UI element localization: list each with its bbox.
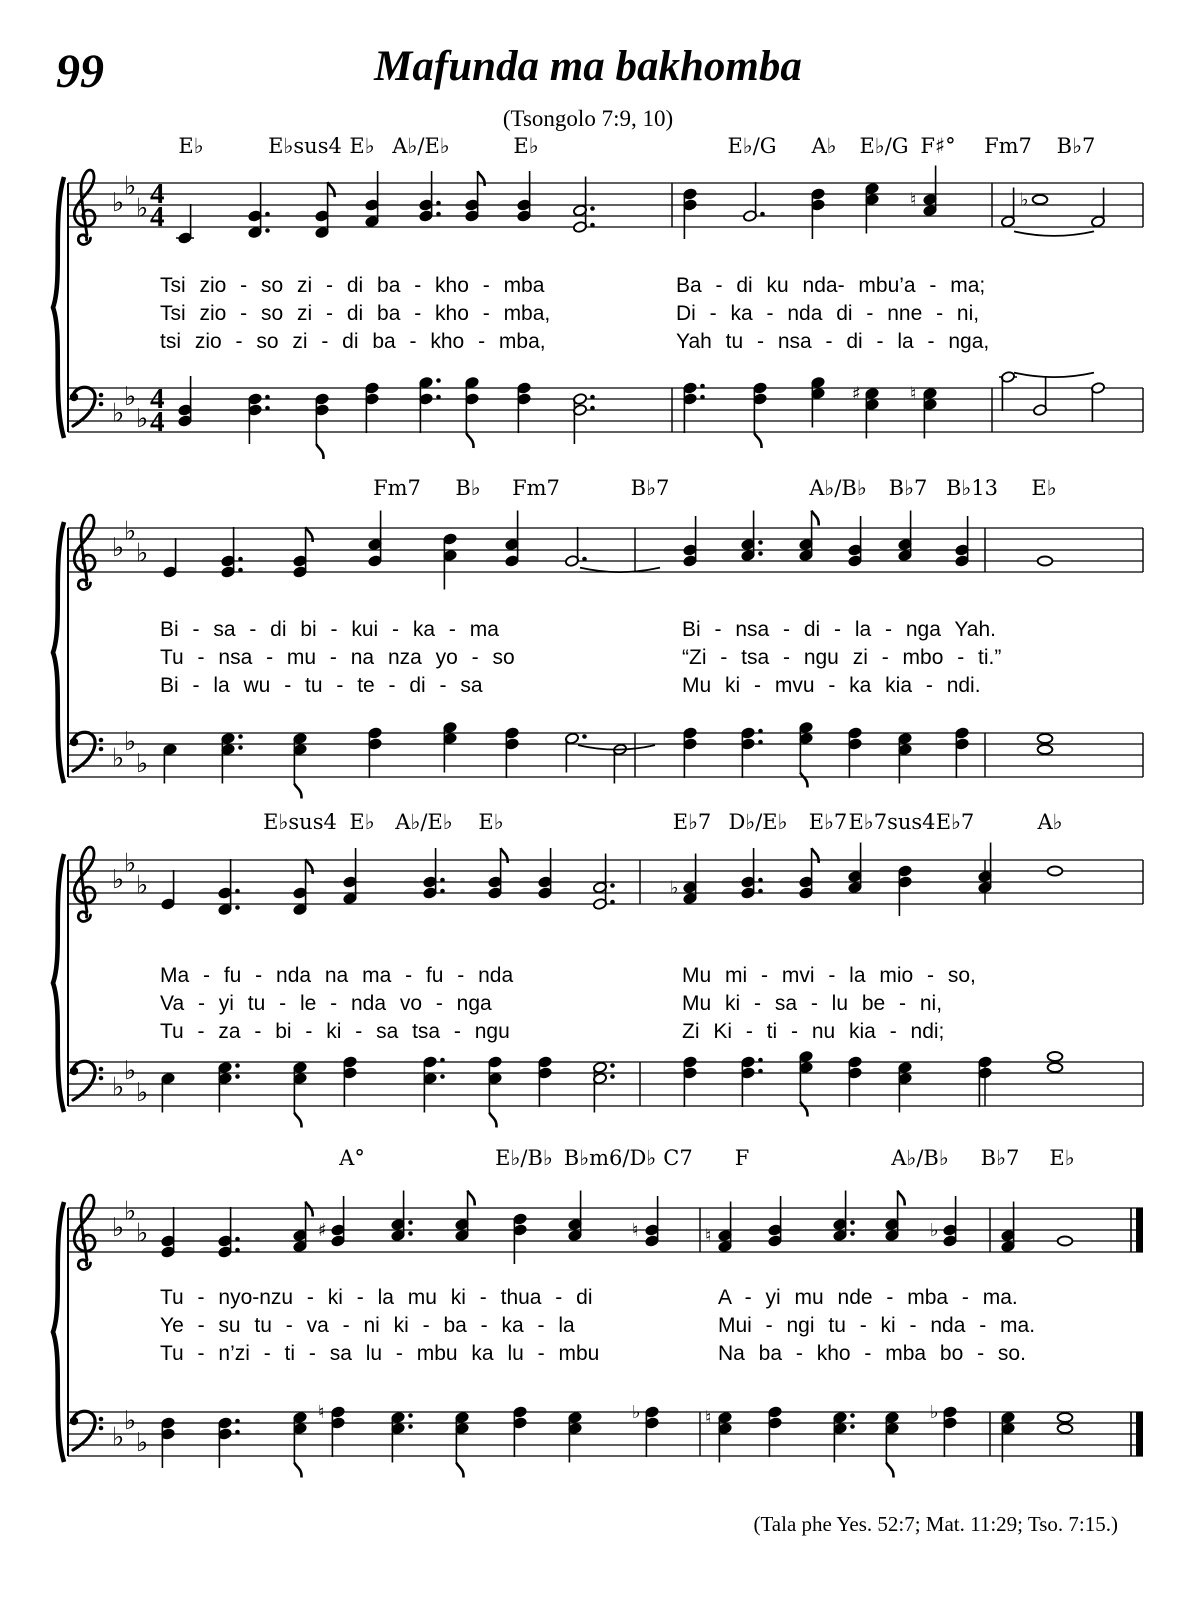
time-signature: 4 — [150, 201, 165, 233]
eighth-flag — [489, 1113, 496, 1128]
chord-symbol: E♭7 — [935, 810, 975, 834]
lyric-line: Tu - za - bi - ki - sa tsa - ngu — [160, 1020, 510, 1043]
accidental-icon: ♮ — [910, 383, 917, 405]
chord-symbol: E♭sus4 — [268, 134, 342, 158]
lyric-line: Tsi zio - so zi - di ba - kho - mba, — [160, 302, 551, 325]
bass-clef-icon — [73, 387, 95, 426]
chord-symbol: E♭sus4 — [263, 810, 337, 834]
chord-symbol: E♭ — [349, 810, 375, 834]
flat-icon: ♭ — [124, 516, 137, 547]
accidental-icon: ♮ — [705, 1407, 712, 1429]
lyric-line: Ye - su tu - va - ni ki - ba - ka - la — [160, 1314, 575, 1337]
eighth-flag — [501, 848, 508, 863]
augmentation-dot — [238, 745, 243, 750]
augmentation-dot — [238, 734, 243, 739]
augmentation-dot — [610, 1074, 615, 1079]
augmentation-dot — [590, 223, 595, 228]
chord-symbol: A♭/E♭ — [392, 134, 450, 158]
treble-clef-icon — [74, 515, 95, 589]
accidental-icon: ♮ — [318, 1402, 325, 1423]
flat-icon: ♭ — [136, 749, 149, 779]
chord-symbol: E♭ — [1049, 1146, 1075, 1170]
bass-clef-icon — [99, 1417, 104, 1422]
eighth-flag — [800, 773, 807, 788]
augmentation-dot — [408, 1231, 413, 1236]
bass-clef-icon — [99, 738, 104, 743]
lyric-line: Zi Ki - ti - nu kia - ndi; — [682, 1020, 945, 1043]
chord-symbol: F — [734, 1146, 750, 1170]
augmentation-dot — [850, 1424, 855, 1429]
system-brace — [53, 522, 64, 783]
augmentation-dot — [235, 1419, 240, 1424]
bass-clef-icon — [99, 1067, 104, 1072]
augmentation-dot — [235, 1074, 240, 1079]
augmentation-dot — [440, 878, 445, 883]
augmentation-dot — [590, 406, 595, 411]
chord-symbol: A° — [339, 1146, 365, 1170]
eighth-flag — [294, 1113, 301, 1128]
eighth-flag — [800, 1102, 807, 1117]
notehead — [1038, 557, 1053, 566]
flat-icon: ♭ — [124, 382, 137, 412]
augmentation-dot — [436, 201, 441, 206]
augmentation-dot — [238, 568, 243, 573]
eighth-flag — [898, 1191, 905, 1206]
final-barline — [1136, 1208, 1143, 1252]
eighth-flag — [754, 433, 761, 448]
chord-symbol: E♭/G — [727, 134, 777, 158]
flat-icon: ♭ — [112, 1213, 125, 1243]
eighth-flag — [812, 848, 819, 863]
lyric-line: Mu ki - mvu - ka kia - ndi. — [682, 674, 981, 697]
tie-slur — [1014, 231, 1094, 236]
time-signature: 4 — [150, 383, 165, 415]
accidental-icon: ♭ — [670, 877, 679, 899]
chord-symbol: E♭ — [1031, 476, 1057, 500]
chord-symbol: E♭ — [178, 134, 204, 158]
treble-clef-icon — [74, 1195, 95, 1269]
lyric-line: Di - ka - nda di - nne - ni, — [676, 302, 980, 325]
bass-clef-icon — [99, 1076, 104, 1081]
augmentation-dot — [235, 905, 240, 910]
augmentation-dot — [758, 740, 763, 745]
augmentation-dot — [758, 889, 763, 894]
chord-symbol: B♭7 — [630, 476, 670, 500]
lyric-line: Mui - ngi tu - ki - nda - ma. — [718, 1314, 1036, 1337]
eighth-flag — [468, 1191, 475, 1206]
accidental-icon: ♭ — [930, 1220, 939, 1241]
notehead — [1048, 1052, 1063, 1061]
lyric-line: tsi zio - so zi - di ba - kho - mba, — [160, 330, 546, 353]
augmentation-dot — [610, 883, 615, 888]
bass-clef-icon — [73, 732, 95, 771]
treble-clef-icon — [74, 847, 95, 921]
augmentation-dot — [235, 1063, 240, 1068]
notehead — [1033, 195, 1048, 204]
system-brace — [53, 177, 64, 438]
augmentation-dot — [758, 540, 763, 545]
tie-slur — [1014, 373, 1094, 378]
lyric-line: Bi - la wu - tu - te - di - sa — [160, 674, 483, 697]
notehead — [1038, 734, 1053, 743]
lyric-line: “Zi - tsa - ngu zi - mbo - ti.” — [682, 646, 1002, 669]
eighth-flag — [294, 1463, 301, 1478]
augmentation-dot — [265, 212, 270, 217]
lyric-line: Va - yi tu - le - nda vo - nga — [160, 992, 492, 1015]
footer-reference: (Tala phe Yes. 52:7; Mat. 11:29; Tso. 7:15.) — [753, 1512, 1118, 1536]
augmentation-dot — [850, 1231, 855, 1236]
notehead — [1038, 745, 1053, 754]
augmentation-dot — [758, 878, 763, 883]
lyric-line: Mu ki - sa - lu be - ni, — [682, 992, 943, 1015]
chord-symbol: E♭7 — [808, 810, 848, 834]
eighth-flag — [466, 433, 473, 448]
augmentation-dot — [760, 212, 765, 217]
flat-icon: ♭ — [112, 1422, 125, 1453]
augmentation-dot — [700, 395, 705, 400]
chord-symbol: A♭ — [1037, 810, 1063, 834]
chord-symbol: B♭m6/D♭ — [563, 1146, 657, 1170]
chord-symbol: E♭7 — [672, 810, 712, 834]
lyric-line: Ba - di ku nda- mbu’a - ma; — [676, 274, 986, 297]
accidental-icon: ♭ — [1020, 189, 1029, 211]
accidental-icon: ♯ — [318, 1220, 327, 1241]
augmentation-dot — [582, 734, 587, 739]
flat-icon: ♭ — [124, 1056, 137, 1086]
bass-clef-icon — [99, 1426, 104, 1431]
notehead — [1058, 1424, 1073, 1433]
flat-icon: ♭ — [112, 865, 125, 895]
chord-symbol: Fm7 — [512, 476, 560, 500]
augmentation-dot — [440, 1058, 445, 1063]
eighth-flag — [456, 1463, 463, 1478]
augmentation-dot — [582, 557, 587, 562]
chord-symbol: F♯° — [920, 134, 956, 158]
flat-icon: ♭ — [112, 188, 125, 218]
chord-symbol: E♭ — [513, 134, 539, 158]
treble-clef-icon — [74, 170, 95, 244]
augmentation-dot — [408, 1424, 413, 1429]
augmentation-dot — [758, 551, 763, 556]
flat-icon: ♭ — [124, 171, 137, 202]
flat-icon: ♭ — [136, 404, 149, 434]
system-brace — [53, 1202, 64, 1462]
augmentation-dot — [235, 1248, 240, 1253]
final-barline — [1136, 1412, 1143, 1456]
lyric-line: Bi - nsa - di - la - nga Yah. — [682, 618, 997, 641]
chord-symbol: E♭ — [349, 134, 375, 158]
page-title: Mafunda ma bakhomba — [374, 43, 802, 90]
augmentation-dot — [436, 395, 441, 400]
bass-clef-icon — [73, 1411, 95, 1450]
chord-symbol: A♭/B♭ — [891, 1146, 949, 1170]
eighth-flag — [886, 1463, 893, 1478]
chord-symbol: B♭7 — [1056, 134, 1096, 158]
augmentation-dot — [610, 900, 615, 905]
accidental-icon: ♯ — [852, 383, 861, 405]
eighth-flag — [306, 527, 313, 542]
augmentation-dot — [440, 1074, 445, 1079]
lyric-line: Yah tu - nsa - di - la - nga, — [676, 330, 990, 353]
scripture-reference: (Tsongolo 7:9, 10) — [502, 106, 674, 131]
lyric-line: A - yi mu nde - mba - ma. — [718, 1286, 1018, 1309]
flat-icon: ♭ — [136, 538, 149, 569]
augmentation-dot — [265, 228, 270, 233]
bass-clef-icon — [99, 402, 104, 407]
accidental-icon: ♮ — [632, 1220, 639, 1241]
lyric-line: Tu - nyo-nzu - ki - la mu ki - thua - di — [160, 1286, 593, 1309]
chord-symbol: B♭7 — [980, 1146, 1020, 1170]
augmentation-dot — [758, 729, 763, 734]
eighth-flag — [294, 784, 301, 799]
augmentation-dot — [408, 1413, 413, 1418]
accidental-icon: ♭ — [930, 1402, 939, 1423]
chord-symbol: B♭7 — [888, 476, 928, 500]
augmentation-dot — [436, 212, 441, 217]
augmentation-dot — [436, 378, 441, 383]
lyric-line: Tsi zio - so zi - di ba - kho - mba — [160, 274, 545, 297]
augmentation-dot — [700, 384, 705, 389]
augmentation-dot — [265, 395, 270, 400]
lyric-line: Na ba - kho - mba bo - so. — [718, 1342, 1026, 1365]
time-signature: 4 — [150, 178, 165, 210]
augmentation-dot — [235, 1237, 240, 1242]
flat-icon: ♭ — [112, 533, 125, 563]
augmentation-dot — [590, 395, 595, 400]
augmentation-dot — [238, 557, 243, 562]
flat-icon: ♭ — [112, 398, 125, 429]
augmentation-dot — [590, 206, 595, 211]
chord-symbol: E♭7sus4 — [848, 810, 936, 834]
chord-symbol: Fm7 — [373, 476, 421, 500]
eighth-flag — [478, 171, 485, 186]
augmentation-dot — [440, 889, 445, 894]
chord-symbol: E♭ — [478, 810, 504, 834]
eighth-flag — [306, 859, 313, 874]
chord-symbol: A♭/E♭ — [395, 810, 453, 834]
lyric-line: Mu mi - mvi - la mio - so, — [682, 964, 976, 987]
chord-symbol: E♭/G — [859, 134, 909, 158]
eighth-flag — [316, 444, 323, 459]
lyric-line: Tu - n’zi - ti - sa lu - mbu ka lu - mbu — [160, 1342, 600, 1365]
notehead — [1058, 1413, 1073, 1422]
flat-icon: ♭ — [112, 743, 125, 774]
flat-icon: ♭ — [136, 1218, 149, 1249]
flat-icon: ♭ — [136, 1078, 149, 1108]
flat-icon: ♭ — [136, 193, 149, 224]
chord-symbol: B♭13 — [945, 476, 999, 500]
flat-icon: ♭ — [124, 848, 137, 879]
chord-symbol: E♭/B♭ — [495, 1146, 553, 1170]
notehead — [1048, 867, 1063, 876]
accidental-icon: ♭ — [632, 1402, 641, 1423]
chord-symbol: A♭ — [811, 134, 837, 158]
augmentation-dot — [408, 1220, 413, 1225]
accidental-icon: ♮ — [705, 1225, 712, 1247]
accidental-icon: ♮ — [910, 189, 917, 211]
eighth-flag — [306, 1202, 313, 1217]
lyric-line: Bi - sa - di bi - kui - ka - ma — [160, 618, 499, 641]
augmentation-dot — [850, 1413, 855, 1418]
lyric-line: Tu - nsa - mu - na nza yo - so — [160, 646, 515, 669]
flat-icon: ♭ — [124, 1196, 137, 1227]
augmentation-dot — [235, 889, 240, 894]
augmentation-dot — [850, 1220, 855, 1225]
flat-icon: ♭ — [124, 727, 137, 757]
flat-icon: ♭ — [136, 870, 149, 901]
hymn-number: 99 — [56, 45, 104, 98]
eighth-flag — [328, 182, 335, 197]
chord-symbol: B♭ — [455, 476, 481, 500]
chord-symbol: D♭/E♭ — [728, 810, 788, 834]
system-brace — [53, 854, 64, 1112]
bass-clef-icon — [73, 1061, 95, 1100]
chord-symbol: A♭/B♭ — [809, 476, 867, 500]
notehead — [1048, 1063, 1063, 1072]
augmentation-dot — [758, 1058, 763, 1063]
chord-symbol: Fm7 — [984, 134, 1032, 158]
notehead — [1058, 1237, 1073, 1246]
eighth-flag — [812, 511, 819, 526]
bass-clef-icon — [99, 393, 104, 398]
flat-icon: ♭ — [124, 1406, 137, 1436]
lyric-line: Ma - fu - nda na ma - fu - nda — [160, 964, 514, 987]
flat-icon: ♭ — [136, 1428, 149, 1458]
augmentation-dot — [610, 1063, 615, 1068]
time-signature: 4 — [150, 406, 165, 438]
augmentation-dot — [235, 1430, 240, 1435]
flat-icon: ♭ — [112, 1072, 125, 1103]
chord-symbol: C7 — [663, 1146, 693, 1170]
bass-clef-icon — [99, 747, 104, 752]
augmentation-dot — [265, 406, 270, 411]
augmentation-dot — [758, 1069, 763, 1074]
